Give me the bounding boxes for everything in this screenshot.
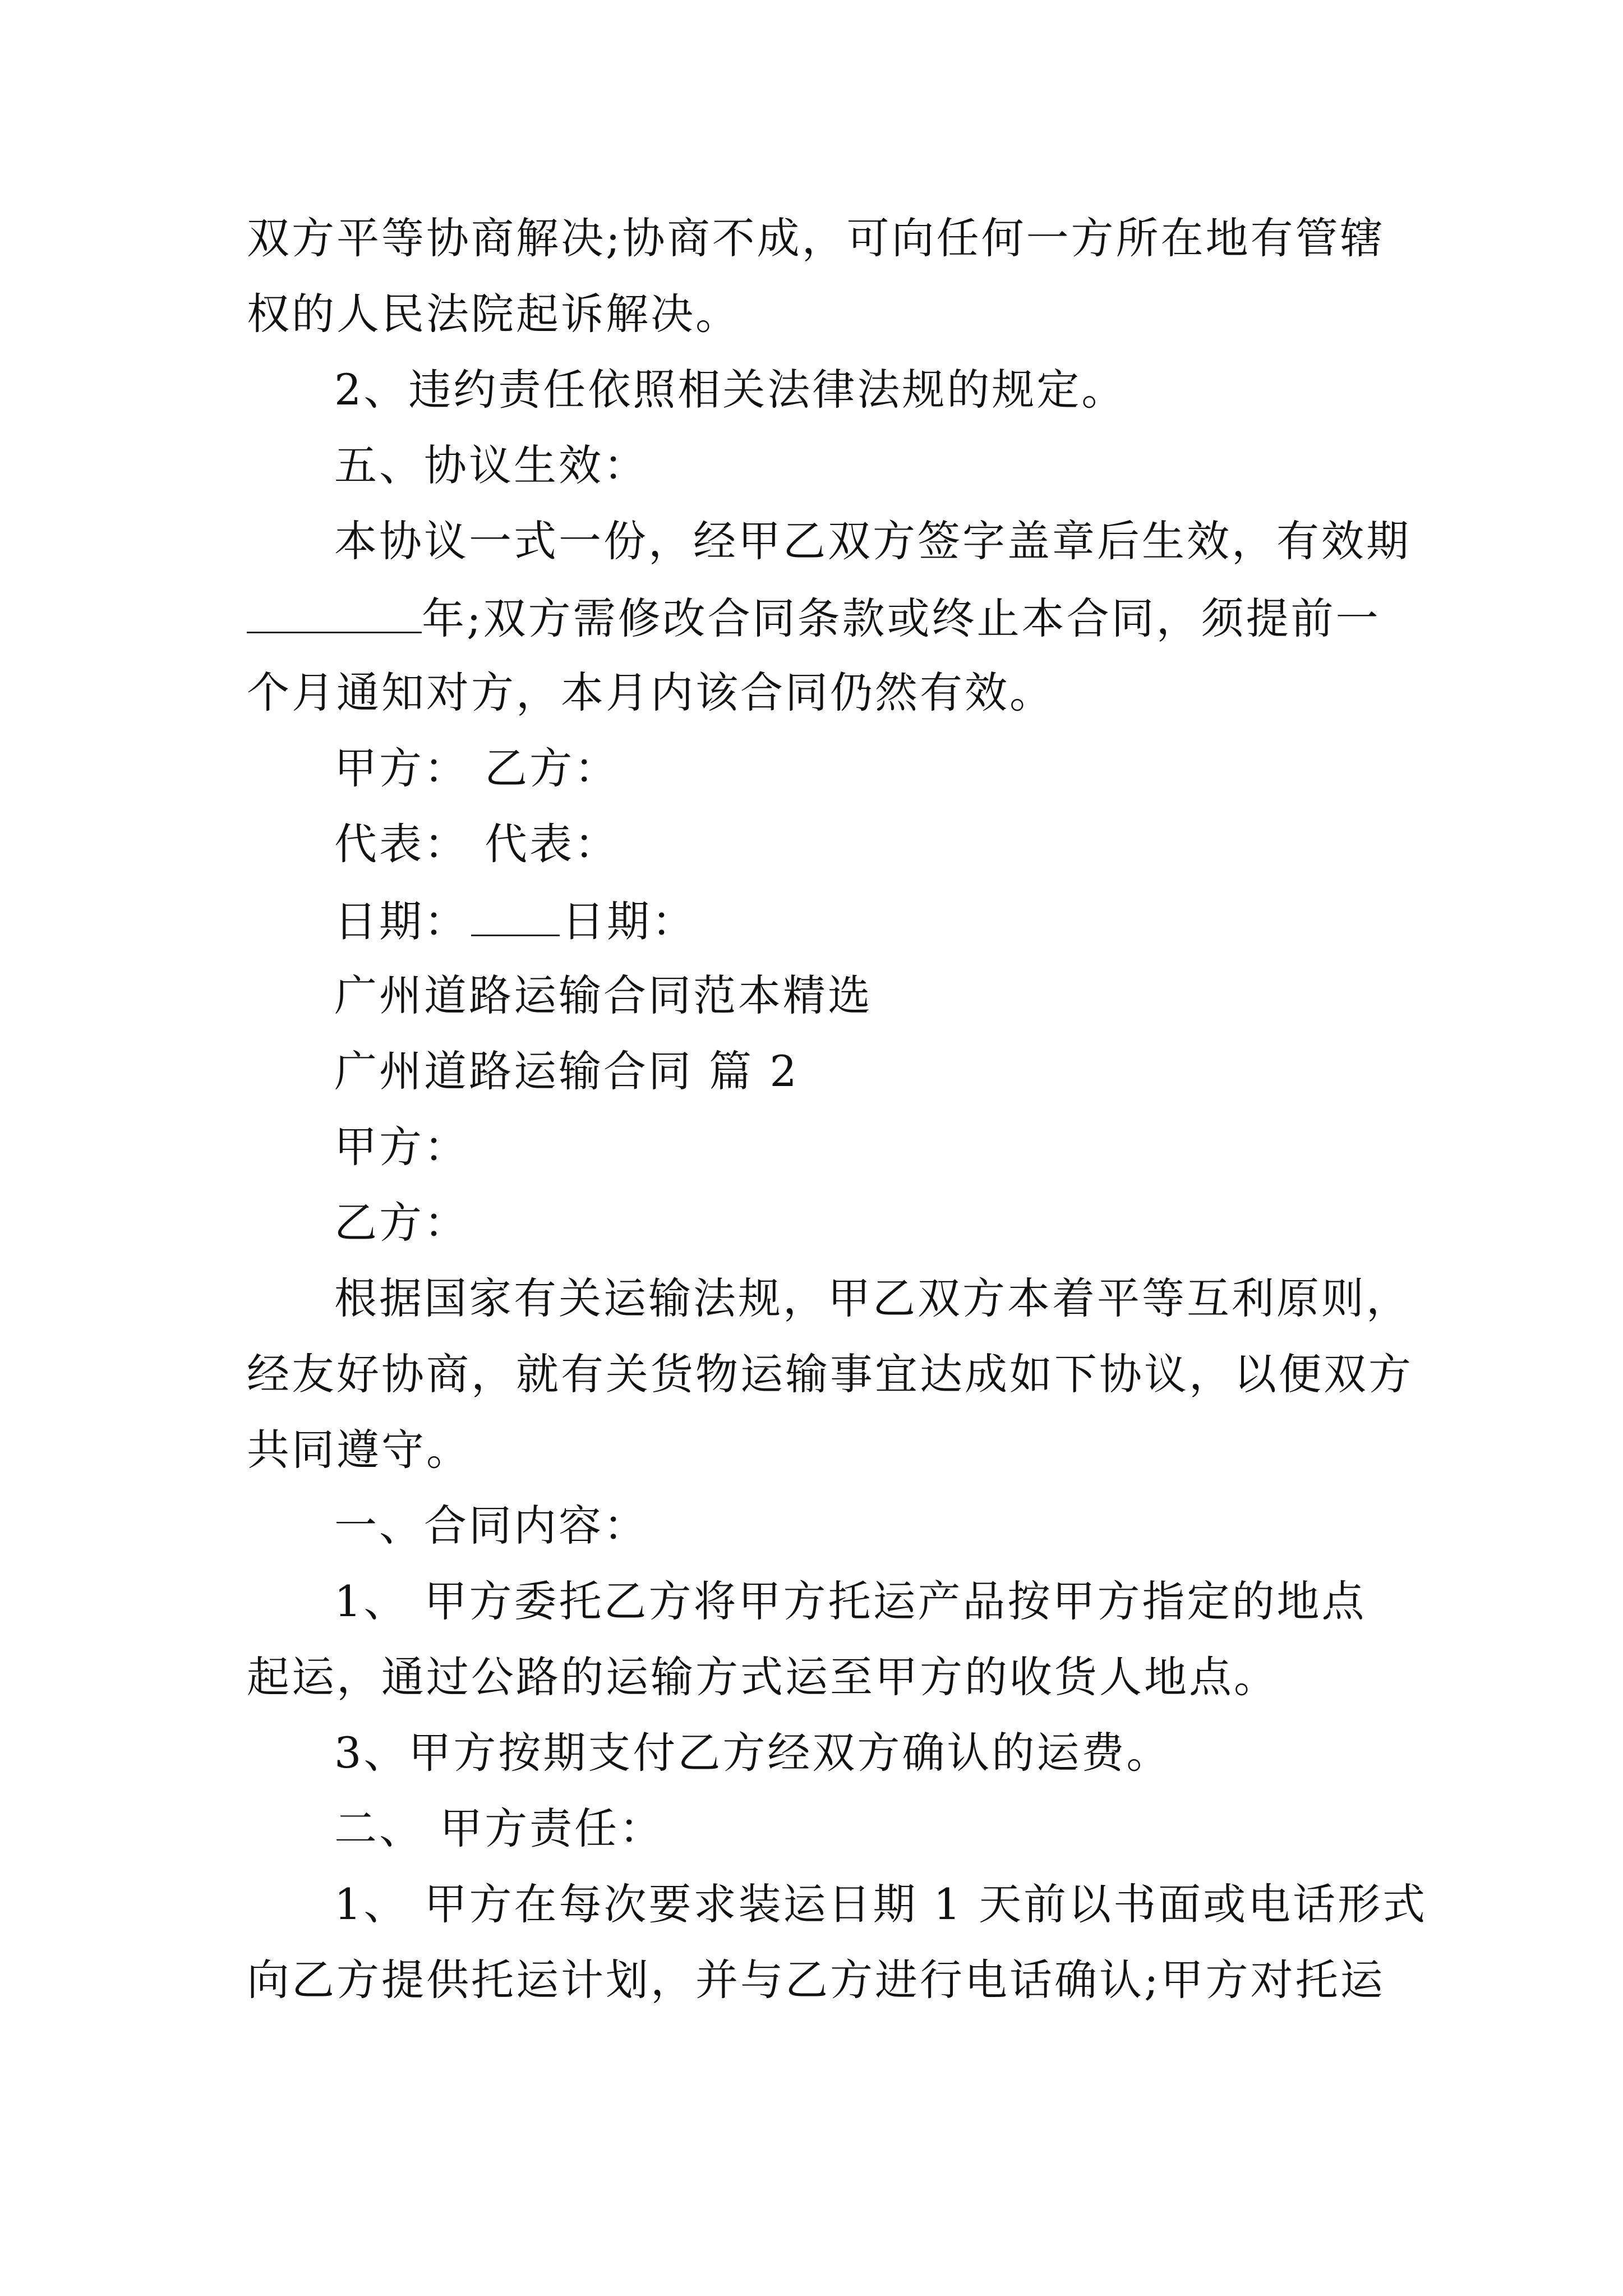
text-line: 向乙方提供托运计划，并与乙方进行电话确认;甲方对托运	[247, 1955, 1385, 2005]
text-line-with-blank	[247, 589, 1381, 647]
section-heading: 一、合同内容：	[334, 1501, 648, 1550]
contract-heading: 广州道路运输合同 篇 2	[334, 1046, 799, 1096]
text-line: 起运，通过公路的运输方式运至甲方的收货人地点。	[247, 1652, 1279, 1702]
text-line: 经友好协商，就有关货物运输事宜达成如下协议，以便双方	[247, 1349, 1413, 1399]
text-line: 双方平等协商解决;协商不成，可向任何一方所在地有管辖	[247, 213, 1385, 263]
fill-in-blank	[471, 892, 560, 936]
section-heading: 五、协议生效：	[334, 440, 648, 490]
fill-in-blank	[247, 589, 422, 633]
text-line: 1、 甲方在每次要求装运日期 1 天前以书面或电话形式	[334, 1879, 1428, 1929]
document-title: 广州道路运输合同范本精选	[334, 970, 873, 1020]
text-line: 本协议一式一份，经甲乙双方签字盖章后生效，有效期	[334, 516, 1411, 566]
party-line: 乙方：	[334, 1198, 469, 1248]
text-line: 权的人民法院起诉解决。	[247, 289, 740, 339]
section-heading: 二、 甲方责任：	[334, 1803, 665, 1853]
signature-line: 甲方： 乙方：	[334, 743, 620, 793]
text-line: 根据国家有关运输法规，甲乙双方本着平等互利原则，	[334, 1273, 1411, 1323]
signature-line: 代表： 代表：	[334, 819, 620, 869]
date-line	[334, 892, 697, 950]
text-segment: 年;双方需修改合同条款或终止本合同，须提前一	[422, 593, 1381, 643]
party-line: 甲方：	[334, 1122, 469, 1172]
text-line: 1、 甲方委托乙方将甲方托运产品按甲方指定的地点	[334, 1576, 1367, 1626]
text-line: 共同遵守。	[247, 1425, 471, 1475]
text-line: 个月通知对方，本月内该合同仍然有效。	[247, 668, 1054, 717]
text-line: 3、甲方按期支付乙方经双方确认的运费。	[334, 1728, 1172, 1778]
text-line: 2、违约责任依照相关法律法规的规定。	[334, 365, 1127, 415]
text-segment: 日期：	[562, 896, 697, 946]
text-segment: 日期：	[334, 896, 469, 946]
